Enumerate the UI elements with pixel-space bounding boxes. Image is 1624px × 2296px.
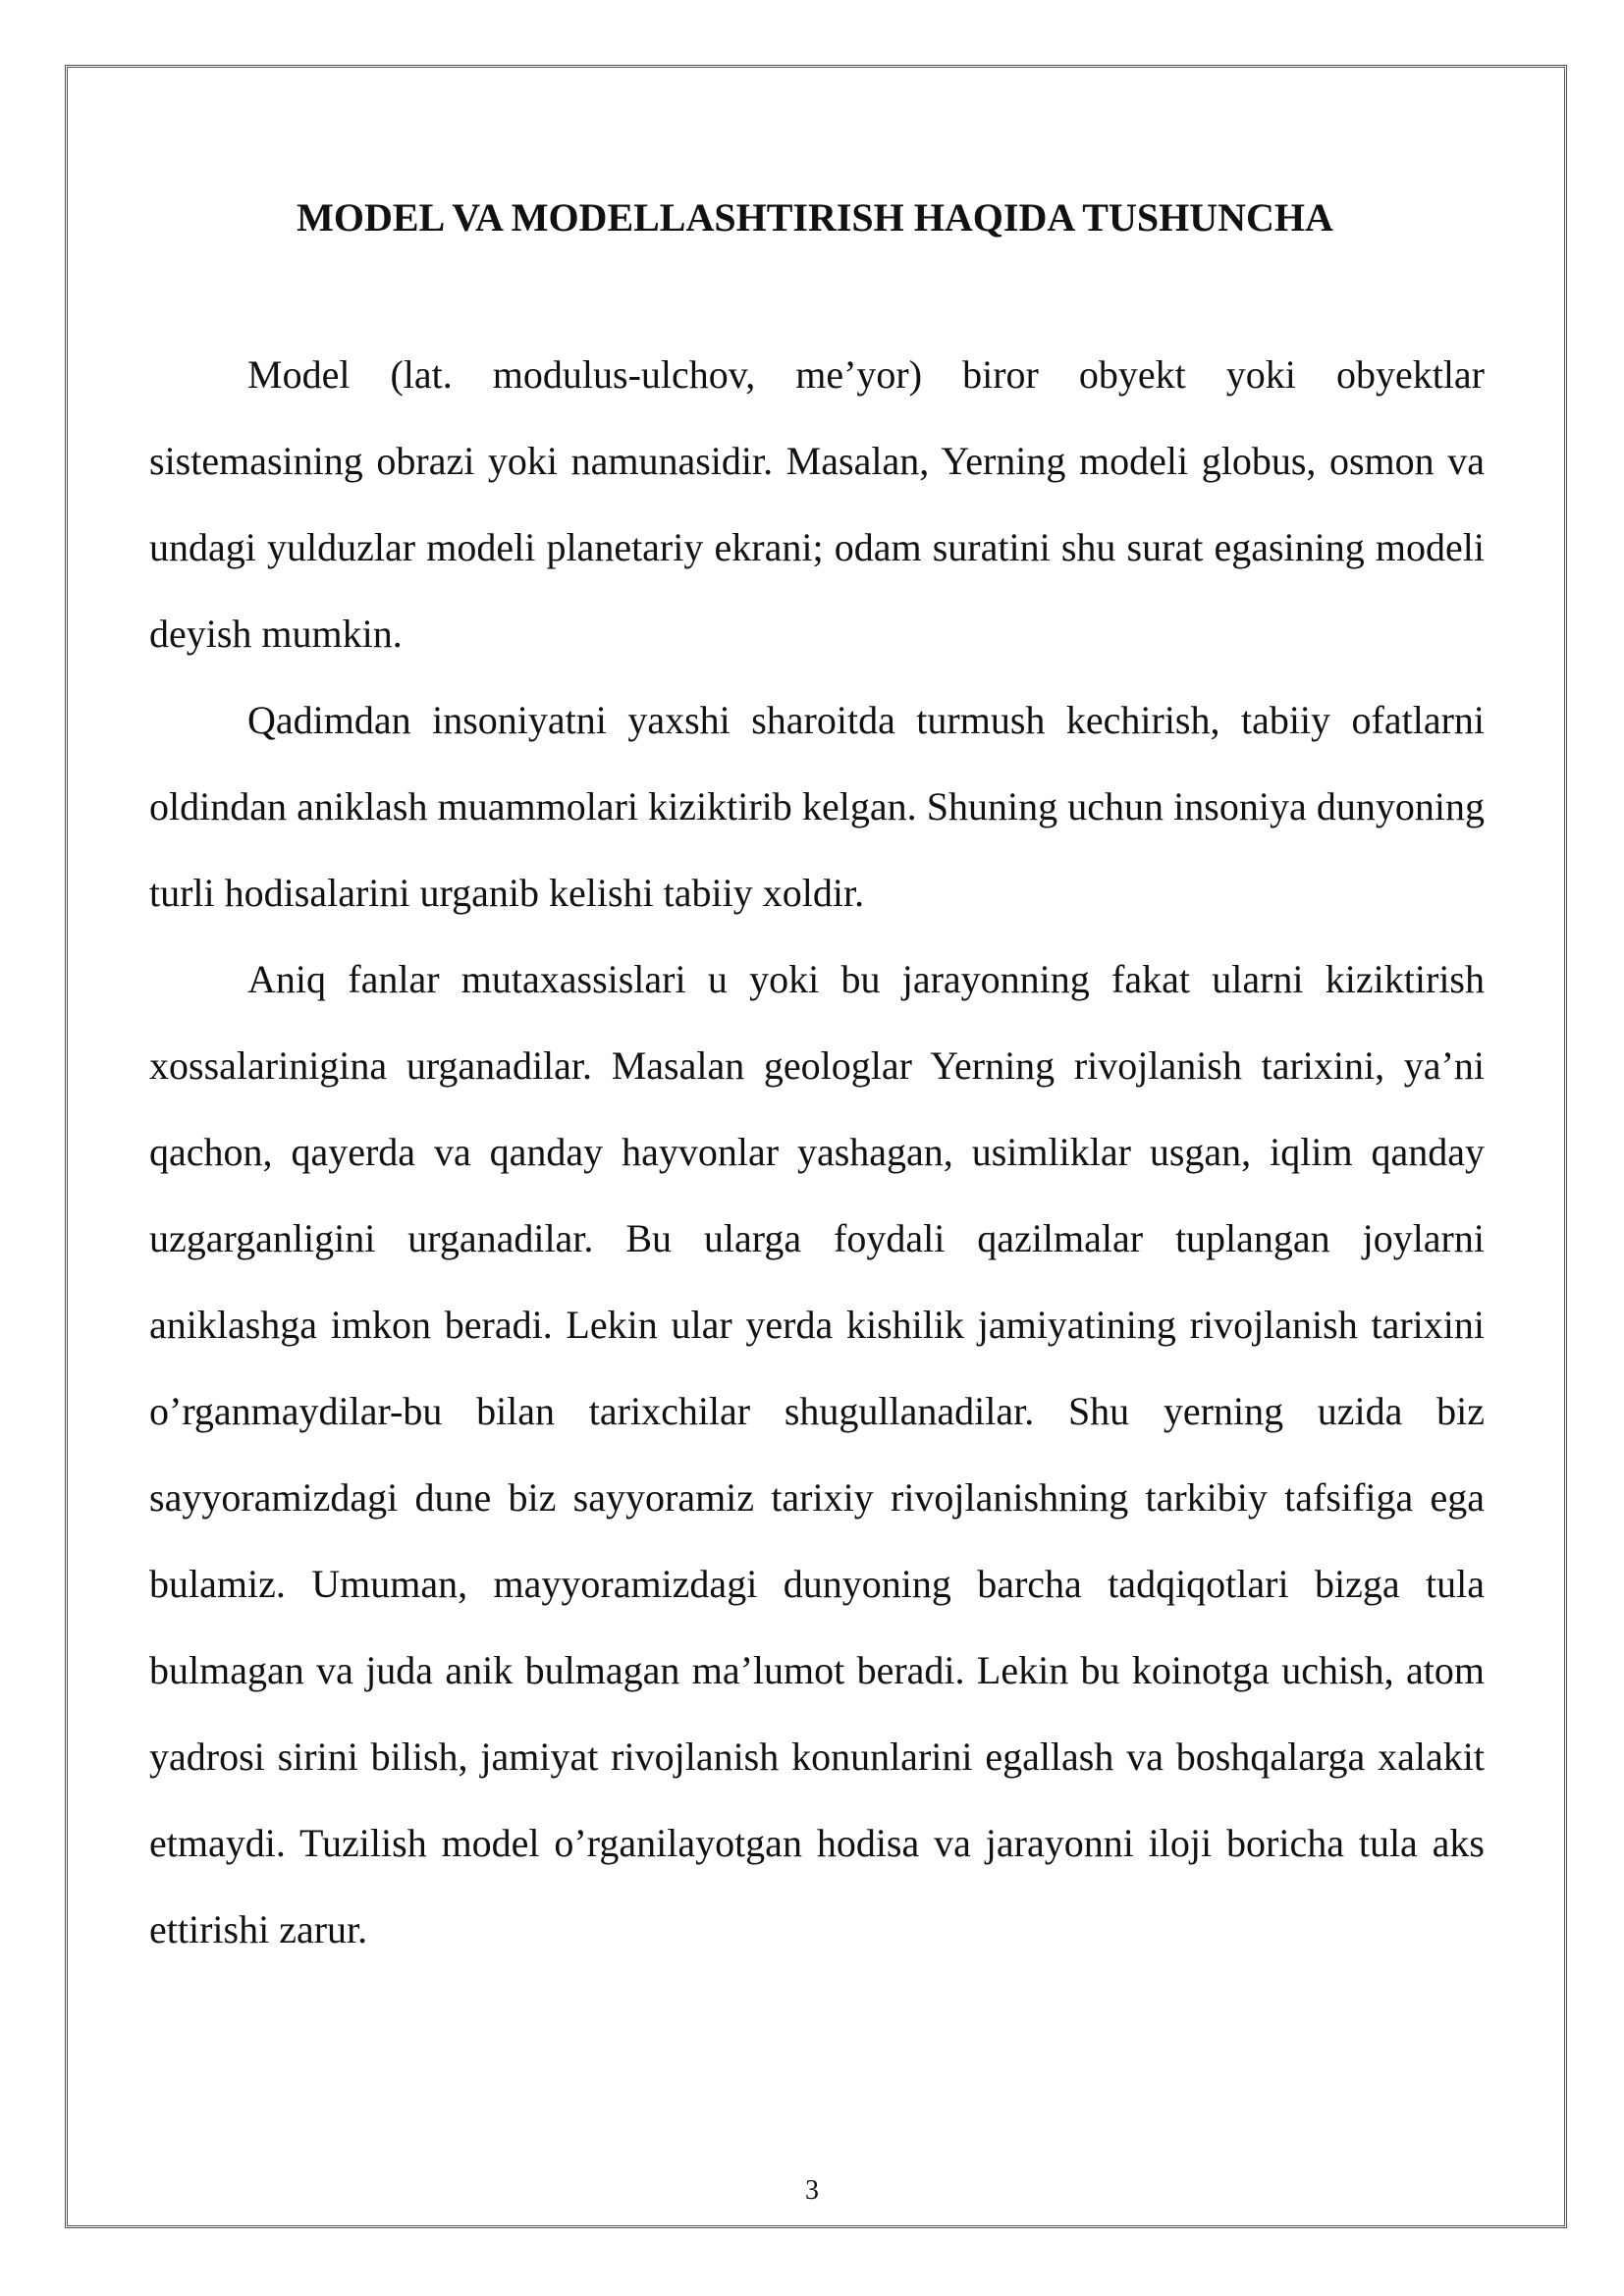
document-body bbox=[149, 332, 1485, 1973]
page-number: 3 bbox=[805, 2175, 819, 2206]
paragraph-3: Aniq fanlar mutaxassislari u yoki bu jarayonning fakat ularni kiziktirish xossalarinigina urganadilar. Masalan geologlar Yerning rivojlanish tarixini, ya’ni qachon, qayerda va qanday hayvonlar yashagan, usimliklar usgan, iqlim qanday uzgarganligini urganadilar. Bu ularga foydali qazilmalar tuplangan joylarni aniklashga imkon beradi. Lekin ular yerda kishilik jamiyatining rivojlanish tarixini o’rganmaydilar-bu bilan tarixchilar shugullanadilar. Shu yerning uzida biz sayyoramizdagi dune biz sayyoramiz tarixiy rivojlanishning tarkibiy tafsifiga ega bulamiz. Umuman, mayyoramizdagi dunyoning barcha tadqiqotlari bizga tula bulmagan va juda anik bulmagan ma’lumot beradi. Lekin bu koinotga uchish, atom yadrosi sirini bilish, jamiyat rivojlanish konunlarini egallash va boshqalarga xalakit etmaydi. Tuzilish model o’rganilayotgan hodisa va jarayonni iloji boricha tula aks ettirishi zarur. bbox=[149, 957, 1485, 1951]
page-title: MODEL VA MODELLASHTIRISH HAQIDA TUSHUNCHA bbox=[297, 195, 1333, 240]
paragraph-1: Model (lat. modulus-ulchov, me’yor) biror obyekt yoki obyektlar sistemasining obrazi yoki namunasidir. Masalan, Yerning modeli globus, osmon va undagi yulduzlar modeli planetariy ekrani; odam suratini shu surat egasining modeli deyish mumkin. bbox=[149, 352, 1485, 656]
paragraph-2: Qadimdan insoniyatni yaxshi sharoitda turmush kechirish, tabiiy ofatlarni oldindan aniklash muammolari kiziktirib kelgan. Shuning uchun insoniya dunyoning turli hodisalarini urganib kelishi tabiiy xoldir. bbox=[149, 698, 1485, 915]
